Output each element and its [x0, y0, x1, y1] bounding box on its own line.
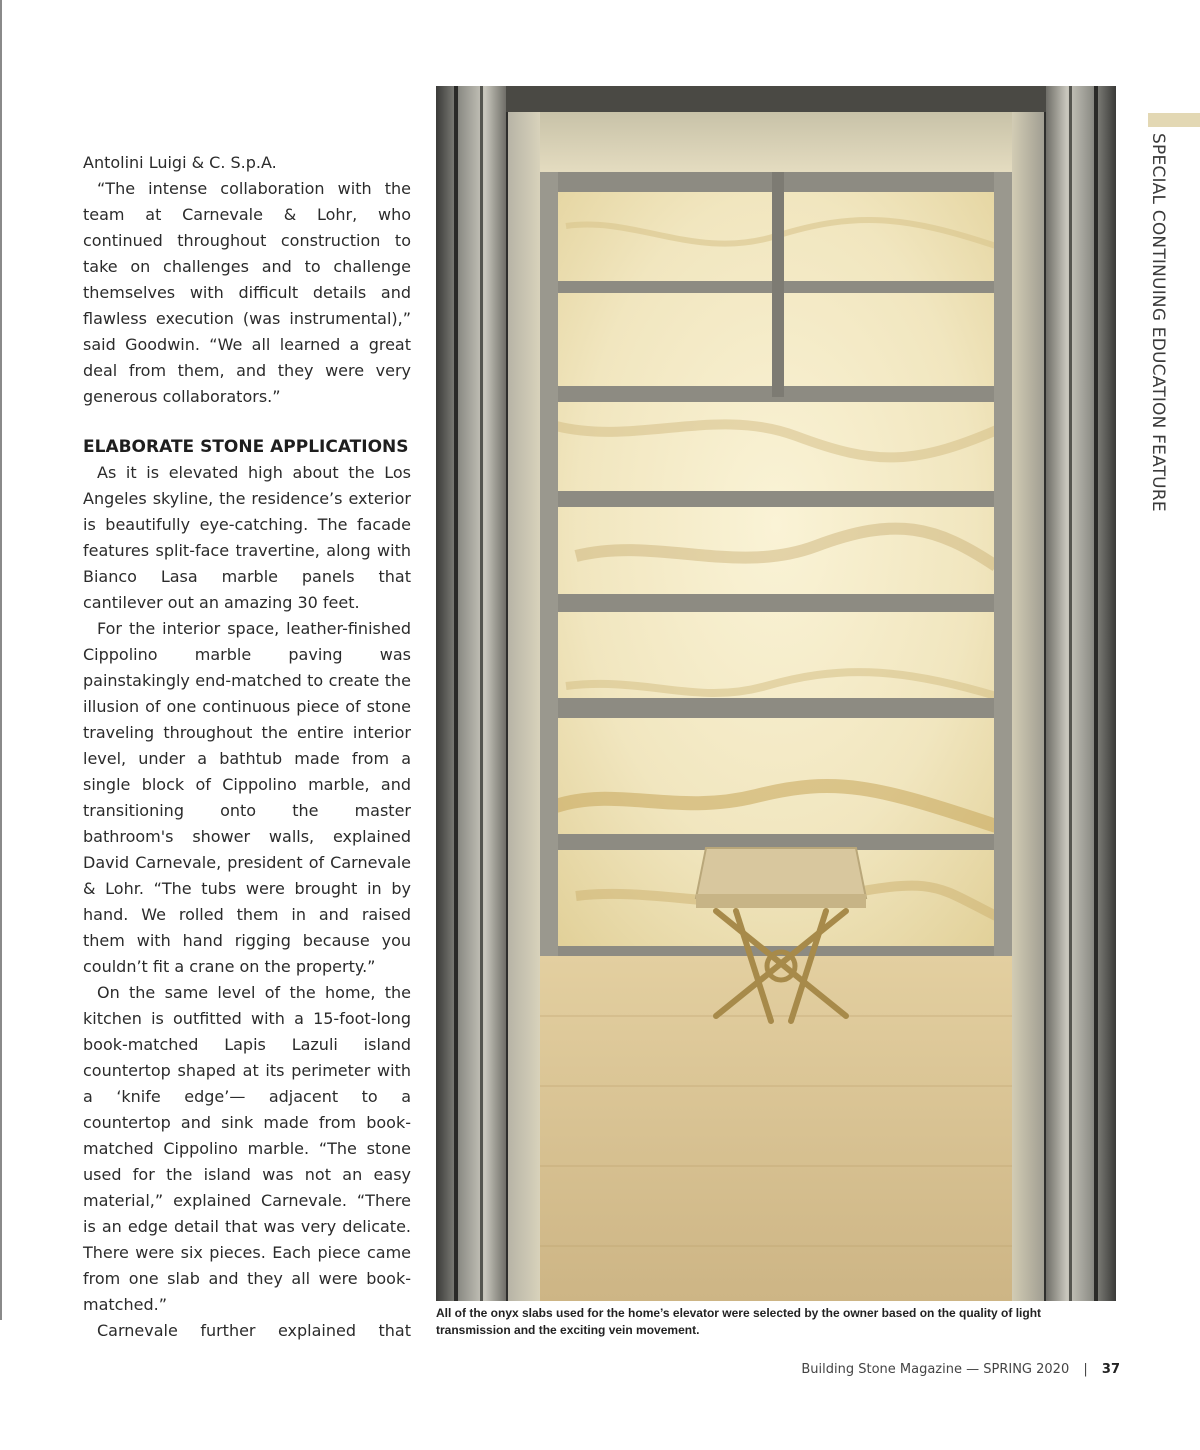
page-footer: [801, 1362, 1120, 1377]
article-paragraph: “The intense collaboration with the team at Carnevale & Lohr, who continued throughout construction to take on challenges and to challenge themselves with difficult details and flawless execution (was instrumental),” said Goodwin. “We all learned a great deal from them, and they were very generous collaborators.”: [83, 179, 411, 406]
footer-publication: Building Stone Magazine —: [801, 1362, 980, 1377]
section-heading: ELABORATE STONE APPLICATIONS: [83, 437, 409, 457]
article-paragraph: For the interior space, leather-finished Cippolino marble paving was painstakingly end-matched to create the illusion of one continuous piece of stone traveling throughout the entire interior level, under a bathtub made from a single block of Cippolino marble, and transitioning onto the master bathroom's shower walls, explained David Carnevale, president of Carnevale & Lohr. “The tubs were brought in by hand. We rolled them in and raised them with hand rigging because you couldn’t fit a crane on the property.”: [83, 619, 411, 976]
section-side-title: SPECIAL CONTINUING EDUCATION FEATURE: [1148, 133, 1168, 512]
article-paragraph: As it is elevated high about the Los Angeles skyline, the residence’s exterior is beautifully eye-catching. The facade features split-face travertine, along with Bianco Lasa marble panels that cantilever out an amazing 30 feet.: [83, 463, 411, 612]
section-accent-tab: [1148, 113, 1200, 127]
article-column: [83, 150, 411, 1344]
article-paragraph: On the same level of the home, the kitchen is outfitted with a 15-foot-long book-matched Lapis Lazuli island countertop shaped at its perimeter with a ‘knife edge’— adjacent to a countertop and sink made from book-matched Cippolino marble. “The stone used for the island was not an easy material,” explained Carnevale. “There is an edge detail that was very delicate. There were six pieces. Each piece came from one slab and they all were book-matched.”: [83, 983, 411, 1314]
elevator-photo: [436, 86, 1116, 1301]
page-edge-rule: [0, 0, 2, 1320]
article-paragraph: Carnevale further explained that: [97, 1321, 411, 1340]
photo-caption: All of the onyx slabs used for the home’s elevator were selected by the owner based on the quality of light transmission and the exciting vein movement.: [436, 1306, 1042, 1337]
page-number: 37: [1101, 1362, 1120, 1377]
footer-issue: SPRING 2020: [983, 1362, 1070, 1377]
article-paragraph: Antolini Luigi & C. S.p.A.: [83, 153, 277, 172]
footer-separator: |: [1083, 1362, 1088, 1377]
